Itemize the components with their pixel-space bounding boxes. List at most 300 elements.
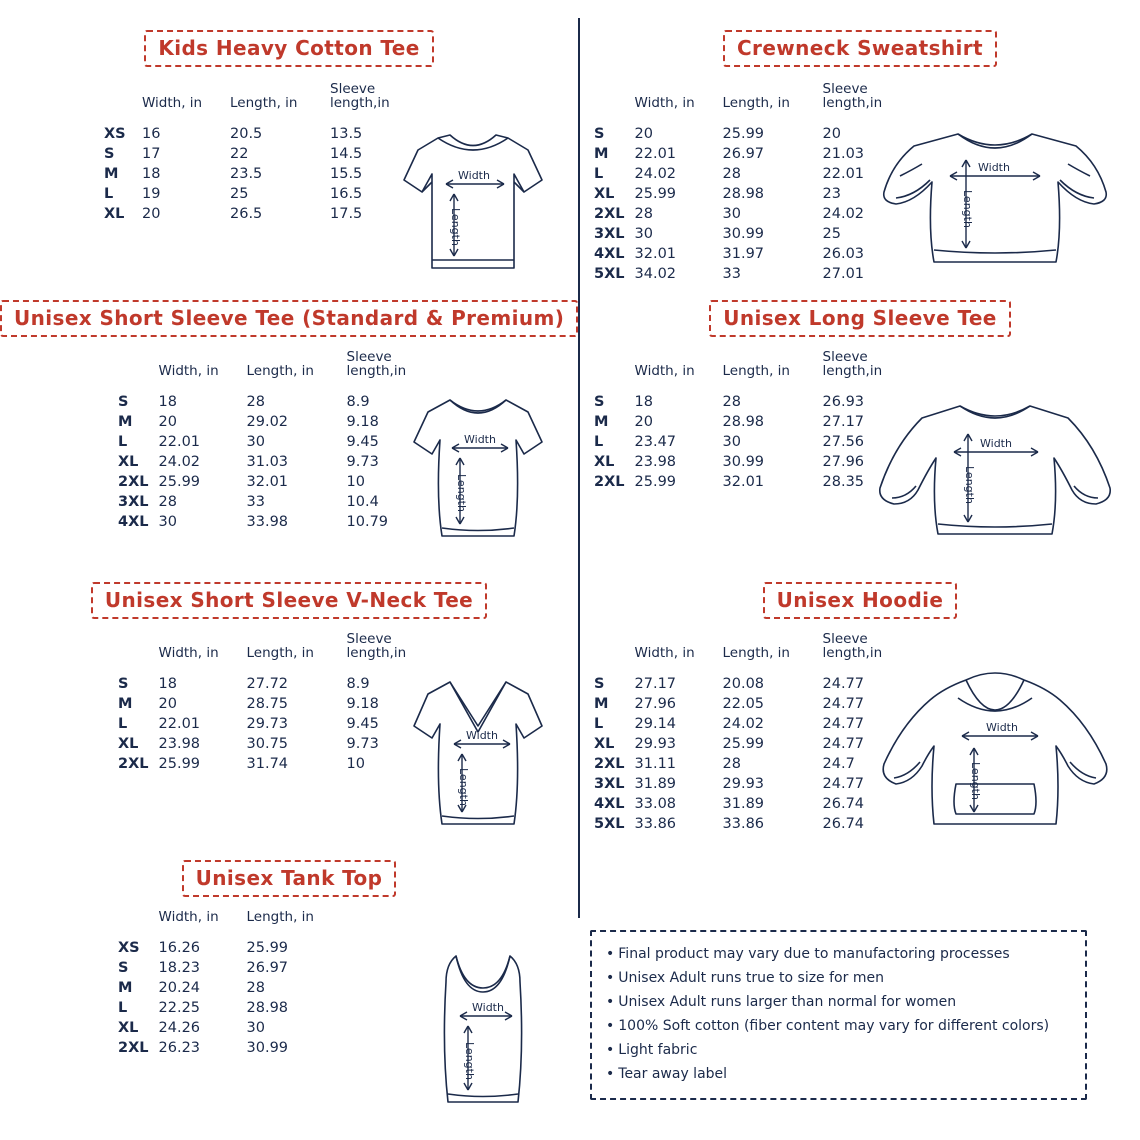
cell-sleeve: 27.01 — [822, 266, 865, 283]
col-size — [594, 350, 635, 392]
cell-length: 26.97 — [246, 960, 289, 977]
cell-width: 28 — [158, 494, 177, 511]
cell-sleeve: 24.77 — [822, 776, 865, 793]
table-row — [118, 432, 427, 452]
cell-size: 2XL — [118, 474, 149, 491]
cell-length: 31.97 — [722, 246, 765, 263]
cell-sleeve: 22.01 — [822, 166, 865, 183]
bullet-icon: • — [606, 1042, 615, 1059]
cell-sleeve: 20 — [822, 126, 841, 143]
col-length: Length, in — [722, 95, 790, 112]
col-width: Width, in — [158, 909, 219, 925]
col-size — [118, 910, 159, 938]
cell-size: S — [594, 676, 605, 693]
col-length: Length, in — [722, 363, 790, 380]
cell-size: M — [118, 696, 133, 713]
note-text: Tear away label — [618, 1066, 728, 1083]
bullet-icon: • — [606, 994, 615, 1011]
short-sleeve-title-wrap — [0, 300, 578, 337]
table-row — [118, 694, 427, 714]
cell-size: 2XL — [118, 756, 149, 773]
section-crewneck-sweatshirt — [580, 30, 1140, 283]
cell-size: S — [594, 126, 605, 143]
right-column — [580, 0, 1140, 1140]
length-label: Length — [463, 1042, 476, 1080]
cell-width: 24.02 — [158, 454, 201, 471]
table-row — [594, 412, 903, 432]
cell-length: 30 — [246, 1020, 265, 1037]
note-text: Light fabric — [618, 1042, 698, 1059]
table-header-row — [594, 82, 903, 124]
cell-width: 20 — [142, 206, 161, 223]
tank-top-title-wrap — [0, 860, 578, 897]
cell-width: 18.23 — [158, 960, 201, 977]
cell-width: 22.01 — [634, 146, 677, 163]
cell-size: XL — [594, 454, 615, 471]
cell-length: 28 — [246, 394, 265, 411]
cell-sleeve: 9.45 — [346, 716, 379, 733]
cell-sleeve: 24.77 — [822, 696, 865, 713]
cell-length: 29.93 — [722, 776, 765, 793]
col-length: Length, in — [246, 363, 314, 380]
col-length: Length, in — [230, 95, 298, 112]
cell-size: 4XL — [118, 514, 149, 531]
cell-length: 32.01 — [722, 474, 765, 491]
col-sleeve: Sleeve length,in — [346, 349, 407, 380]
cell-size: XL — [118, 1020, 139, 1037]
cell-sleeve: 10 — [346, 474, 365, 491]
cell-sleeve: 10.79 — [346, 514, 389, 531]
col-width: Width, in — [634, 363, 695, 380]
width-label: Width — [458, 169, 490, 182]
table-row — [594, 244, 903, 264]
cell-length: 28.75 — [246, 696, 289, 713]
cell-size: 2XL — [594, 206, 625, 223]
cell-sleeve: 17.5 — [330, 206, 363, 223]
cell-length: 28.98 — [722, 186, 765, 203]
table-row — [104, 144, 410, 164]
cell-sleeve: 23 — [822, 186, 841, 203]
cell-length: 25.99 — [246, 940, 289, 957]
section-tank-top — [0, 860, 578, 1080]
note-item — [606, 966, 1071, 990]
cell-size: L — [118, 1000, 128, 1017]
table-row — [594, 204, 903, 224]
table-row — [118, 412, 427, 432]
cell-size: 5XL — [594, 266, 625, 283]
cell-size: XL — [594, 736, 615, 753]
table-row — [104, 124, 410, 144]
table-row — [118, 938, 347, 958]
kids-tee-title: Kids Heavy Cotton Tee — [144, 30, 433, 67]
cell-width: 20 — [634, 414, 653, 431]
cell-sleeve: 10 — [346, 756, 365, 773]
table-row — [118, 674, 427, 694]
cell-size: S — [118, 676, 129, 693]
cell-length: 22 — [230, 146, 249, 163]
table-row — [118, 1038, 347, 1058]
table-row — [594, 754, 903, 774]
col-size — [118, 632, 159, 674]
crewneck-title-wrap — [580, 30, 1140, 67]
width-label: Width — [978, 161, 1010, 174]
table-row — [104, 164, 410, 184]
hoodie-table — [594, 632, 903, 834]
cell-length: 33.86 — [722, 816, 765, 833]
cell-width: 25.99 — [634, 186, 677, 203]
cell-width: 24.02 — [634, 166, 677, 183]
cell-sleeve: 24.77 — [822, 676, 865, 693]
cell-size: 2XL — [594, 756, 625, 773]
width-label: Width — [472, 1001, 504, 1014]
cell-sleeve: 26.03 — [822, 246, 865, 263]
table-row — [118, 392, 427, 412]
cell-size: S — [104, 146, 115, 163]
cell-length: 28 — [246, 980, 265, 997]
cell-length: 30.99 — [722, 454, 765, 471]
col-width: Width, in — [634, 95, 695, 112]
cell-length: 20.08 — [722, 676, 765, 693]
table-row — [594, 224, 903, 244]
col-width: Width, in — [158, 363, 219, 380]
length-label: Length — [449, 208, 462, 246]
kids-tee-illustration — [378, 108, 568, 298]
cell-width: 23.98 — [634, 454, 677, 471]
cell-width: 32.01 — [634, 246, 677, 263]
cell-width: 25.99 — [158, 756, 201, 773]
table-row — [118, 472, 427, 492]
cell-width: 20 — [634, 126, 653, 143]
cell-size: L — [594, 166, 604, 183]
bullet-icon: • — [606, 946, 615, 962]
section-hoodie — [580, 582, 1140, 833]
table-header-row — [118, 910, 347, 938]
table-header-row — [104, 82, 410, 124]
cell-sleeve: 27.17 — [822, 414, 865, 431]
cell-length: 26.5 — [230, 206, 263, 223]
cell-width: 22.25 — [158, 1000, 201, 1017]
cell-size: M — [118, 980, 133, 997]
width-label: Width — [980, 437, 1012, 450]
table-row — [118, 714, 427, 734]
cell-length: 29.02 — [246, 414, 289, 431]
cell-length: 28 — [722, 394, 741, 411]
cell-length: 26.97 — [722, 146, 765, 163]
cell-size: M — [594, 696, 609, 713]
col-width: Width, in — [158, 645, 219, 662]
col-size — [104, 82, 142, 124]
table-row — [594, 124, 903, 144]
cell-size: L — [118, 716, 128, 733]
cell-width: 22.01 — [158, 716, 201, 733]
cell-size: XL — [104, 206, 125, 223]
short-sleeve-table — [118, 350, 427, 532]
cell-length: 28 — [722, 166, 741, 183]
cell-length: 30 — [722, 206, 741, 223]
cell-length: 29.73 — [246, 716, 289, 733]
cell-size: 3XL — [594, 776, 625, 793]
section-v-neck-tee — [0, 582, 578, 806]
cell-size: 4XL — [594, 796, 625, 813]
cell-size: M — [594, 146, 609, 163]
cell-sleeve: 9.18 — [346, 696, 379, 713]
short-sleeve-illustration — [388, 378, 568, 558]
note-item — [606, 1038, 1071, 1062]
cell-length: 25.99 — [722, 126, 765, 143]
long-sleeve-title-wrap — [580, 300, 1140, 337]
cell-width: 18 — [158, 394, 177, 411]
table-row — [118, 452, 427, 472]
cell-size: L — [594, 434, 604, 451]
cell-size: L — [594, 716, 604, 733]
cell-length: 24.02 — [722, 716, 765, 733]
note-item — [606, 1062, 1071, 1086]
length-label: Length — [455, 474, 468, 512]
short-sleeve-title: Unisex Short Sleeve Tee (Standard & Premium) — [0, 300, 578, 337]
table-row — [594, 452, 903, 472]
col-width: Width, in — [142, 95, 203, 112]
cell-width: 16.26 — [158, 940, 201, 957]
table-header-row — [594, 632, 903, 674]
cell-length: 33 — [246, 494, 265, 511]
table-row — [594, 794, 903, 814]
cell-width: 20 — [158, 414, 177, 431]
cell-sleeve: 16.5 — [330, 186, 363, 203]
cell-width: 27.96 — [634, 696, 677, 713]
cell-length: 28 — [722, 756, 741, 773]
cell-sleeve: 24.77 — [822, 716, 865, 733]
cell-length: 30.99 — [246, 1040, 289, 1057]
cell-size: S — [118, 394, 129, 411]
table-row — [594, 184, 903, 204]
cell-size: S — [594, 394, 605, 411]
cell-size: M — [594, 414, 609, 431]
table-row — [594, 674, 903, 694]
col-length: Length, in — [246, 909, 314, 925]
table-row — [104, 184, 410, 204]
cell-width: 19 — [142, 186, 161, 203]
cell-sleeve: 24.77 — [822, 736, 865, 753]
cell-size: 2XL — [118, 1040, 149, 1057]
cell-sleeve: 26.74 — [822, 796, 865, 813]
table-row — [118, 1018, 347, 1038]
cell-sleeve: 14.5 — [330, 146, 363, 163]
table-row — [118, 998, 347, 1018]
cell-width: 29.14 — [634, 716, 677, 733]
cell-width: 34.02 — [634, 266, 677, 283]
cell-size: 5XL — [594, 816, 625, 833]
long-sleeve-illustration — [870, 368, 1120, 568]
cell-size: XS — [104, 126, 126, 143]
hoodie-title-wrap — [580, 582, 1140, 619]
cell-length: 23.5 — [230, 166, 263, 183]
width-label: Width — [986, 721, 1018, 734]
col-sleeve: Sleeve length,in — [822, 81, 883, 112]
cell-width: 30 — [158, 514, 177, 531]
bullet-icon: • — [606, 1066, 615, 1083]
cell-sleeve: 15.5 — [330, 166, 363, 183]
cell-sleeve: 21.03 — [822, 146, 865, 163]
cell-width: 25.99 — [158, 474, 201, 491]
cell-sleeve: 9.73 — [346, 454, 379, 471]
table-row — [118, 958, 347, 978]
cell-sleeve: 24.7 — [822, 756, 855, 773]
cell-size: XL — [594, 186, 615, 203]
cell-size: M — [104, 166, 119, 183]
cell-size: XL — [118, 736, 139, 753]
cell-sleeve: 27.96 — [822, 454, 865, 471]
table-header-row — [118, 632, 427, 674]
length-label: Length — [963, 466, 976, 504]
table-row — [594, 264, 903, 284]
cell-length: 31.89 — [722, 796, 765, 813]
v-neck-table — [118, 632, 427, 774]
section-long-sleeve-tee — [580, 300, 1140, 504]
table-row — [118, 978, 347, 998]
cell-length: 25.99 — [722, 736, 765, 753]
table-row — [594, 392, 903, 412]
cell-width: 20 — [158, 696, 177, 713]
cell-length: 33.98 — [246, 514, 289, 531]
cell-length: 25 — [230, 186, 249, 203]
cell-width: 29.93 — [634, 736, 677, 753]
crewneck-table — [594, 82, 903, 284]
cell-size: 4XL — [594, 246, 625, 263]
v-neck-title-wrap — [0, 582, 578, 619]
col-sleeve: Sleeve length,in — [346, 631, 407, 662]
cell-sleeve: 8.9 — [346, 394, 370, 411]
cell-width: 33.86 — [634, 816, 677, 833]
col-size — [594, 82, 635, 124]
cell-length: 28.98 — [246, 1000, 289, 1017]
cell-width: 33.08 — [634, 796, 677, 813]
cell-length: 31.03 — [246, 454, 289, 471]
section-unisex-short-sleeve-tee — [0, 300, 578, 531]
cell-width: 25.99 — [634, 474, 677, 491]
cell-length: 31.74 — [246, 756, 289, 773]
cell-length: 20.5 — [230, 126, 263, 143]
cell-sleeve: 27.56 — [822, 434, 865, 451]
col-size — [594, 632, 635, 674]
table-row — [594, 144, 903, 164]
cell-width: 20.24 — [158, 980, 201, 997]
note-text: 100% Soft cotton (fiber content may vary for different colors) — [618, 1018, 1050, 1035]
col-sleeve: Sleeve length,in — [822, 349, 883, 380]
cell-size: L — [118, 434, 128, 451]
cell-sleeve: 13.5 — [330, 126, 363, 143]
table-row — [594, 714, 903, 734]
cell-size: 2XL — [594, 474, 625, 491]
cell-width: 18 — [634, 394, 653, 411]
width-label: Width — [466, 729, 498, 742]
bullet-icon: • — [606, 1018, 615, 1035]
cell-width: 30 — [634, 226, 653, 243]
cell-sleeve: 24.02 — [822, 206, 865, 223]
cell-width: 26.23 — [158, 1040, 201, 1057]
cell-size: 3XL — [118, 494, 149, 511]
cell-sleeve: 9.73 — [346, 736, 379, 753]
cell-length: 28.98 — [722, 414, 765, 431]
length-label: Length — [961, 190, 974, 228]
table-row — [118, 734, 427, 754]
notes-box — [590, 930, 1087, 1100]
cell-length: 30 — [246, 434, 265, 451]
v-neck-title: Unisex Short Sleeve V-Neck Tee — [91, 582, 487, 619]
col-sleeve: Sleeve length,in — [822, 631, 883, 662]
table-header-row — [594, 350, 903, 392]
col-length: Length, in — [246, 645, 314, 662]
table-row — [594, 164, 903, 184]
note-text: Unisex Adult runs larger than normal for women — [618, 994, 957, 1011]
cell-size: XL — [118, 454, 139, 471]
cell-size: XS — [118, 940, 140, 957]
col-width: Width, in — [634, 645, 695, 662]
cell-length: 33 — [722, 266, 741, 283]
note-item — [606, 1014, 1071, 1038]
table-row — [594, 734, 903, 754]
crewneck-illustration — [870, 98, 1120, 298]
hoodie-title: Unisex Hoodie — [763, 582, 958, 619]
table-row — [118, 512, 427, 532]
cell-width: 23.47 — [634, 434, 677, 451]
cell-width: 22.01 — [158, 434, 201, 451]
cell-sleeve: 9.18 — [346, 414, 379, 431]
note-text: Unisex Adult runs true to size for men — [618, 970, 884, 987]
kids-tee-table — [104, 82, 410, 224]
cell-length: 30.75 — [246, 736, 289, 753]
long-sleeve-table — [594, 350, 903, 492]
table-row — [104, 204, 410, 224]
cell-width: 24.26 — [158, 1020, 201, 1037]
cell-width: 16 — [142, 126, 161, 143]
length-label: Length — [969, 762, 982, 800]
cell-length: 30 — [722, 434, 741, 451]
cell-width: 18 — [158, 676, 177, 693]
table-row — [594, 694, 903, 714]
cell-size: S — [118, 960, 129, 977]
width-label: Width — [464, 433, 496, 446]
cell-width: 23.98 — [158, 736, 201, 753]
v-neck-illustration — [388, 660, 568, 850]
tank-top-table — [118, 910, 347, 1058]
cell-sleeve: 8.9 — [346, 676, 370, 693]
cell-sleeve: 26.74 — [822, 816, 865, 833]
cell-width: 27.17 — [634, 676, 677, 693]
cell-width: 31.11 — [634, 756, 677, 773]
tank-top-title: Unisex Tank Top — [182, 860, 397, 897]
cell-size: M — [118, 414, 133, 431]
long-sleeve-title: Unisex Long Sleeve Tee — [709, 300, 1011, 337]
tank-top-illustration — [398, 930, 568, 1120]
col-length: Length, in — [722, 645, 790, 662]
cell-sleeve: 9.45 — [346, 434, 379, 451]
cell-length: 32.01 — [246, 474, 289, 491]
section-kids-heavy-cotton-tee — [0, 30, 578, 246]
length-label: Length — [457, 768, 470, 806]
cell-length: 30.99 — [722, 226, 765, 243]
cell-length: 27.72 — [246, 676, 289, 693]
bullet-icon: • — [606, 970, 615, 987]
cell-width: 18 — [142, 166, 161, 183]
note-item — [606, 990, 1071, 1014]
hoodie-illustration — [870, 652, 1120, 852]
kids-tee-title-wrap — [0, 30, 578, 67]
note-item — [606, 942, 1071, 966]
note-text: Final product may vary due to manufactoring processes — [618, 946, 1010, 962]
cell-width: 28 — [634, 206, 653, 223]
cell-size: L — [104, 186, 114, 203]
table-row — [594, 472, 903, 492]
